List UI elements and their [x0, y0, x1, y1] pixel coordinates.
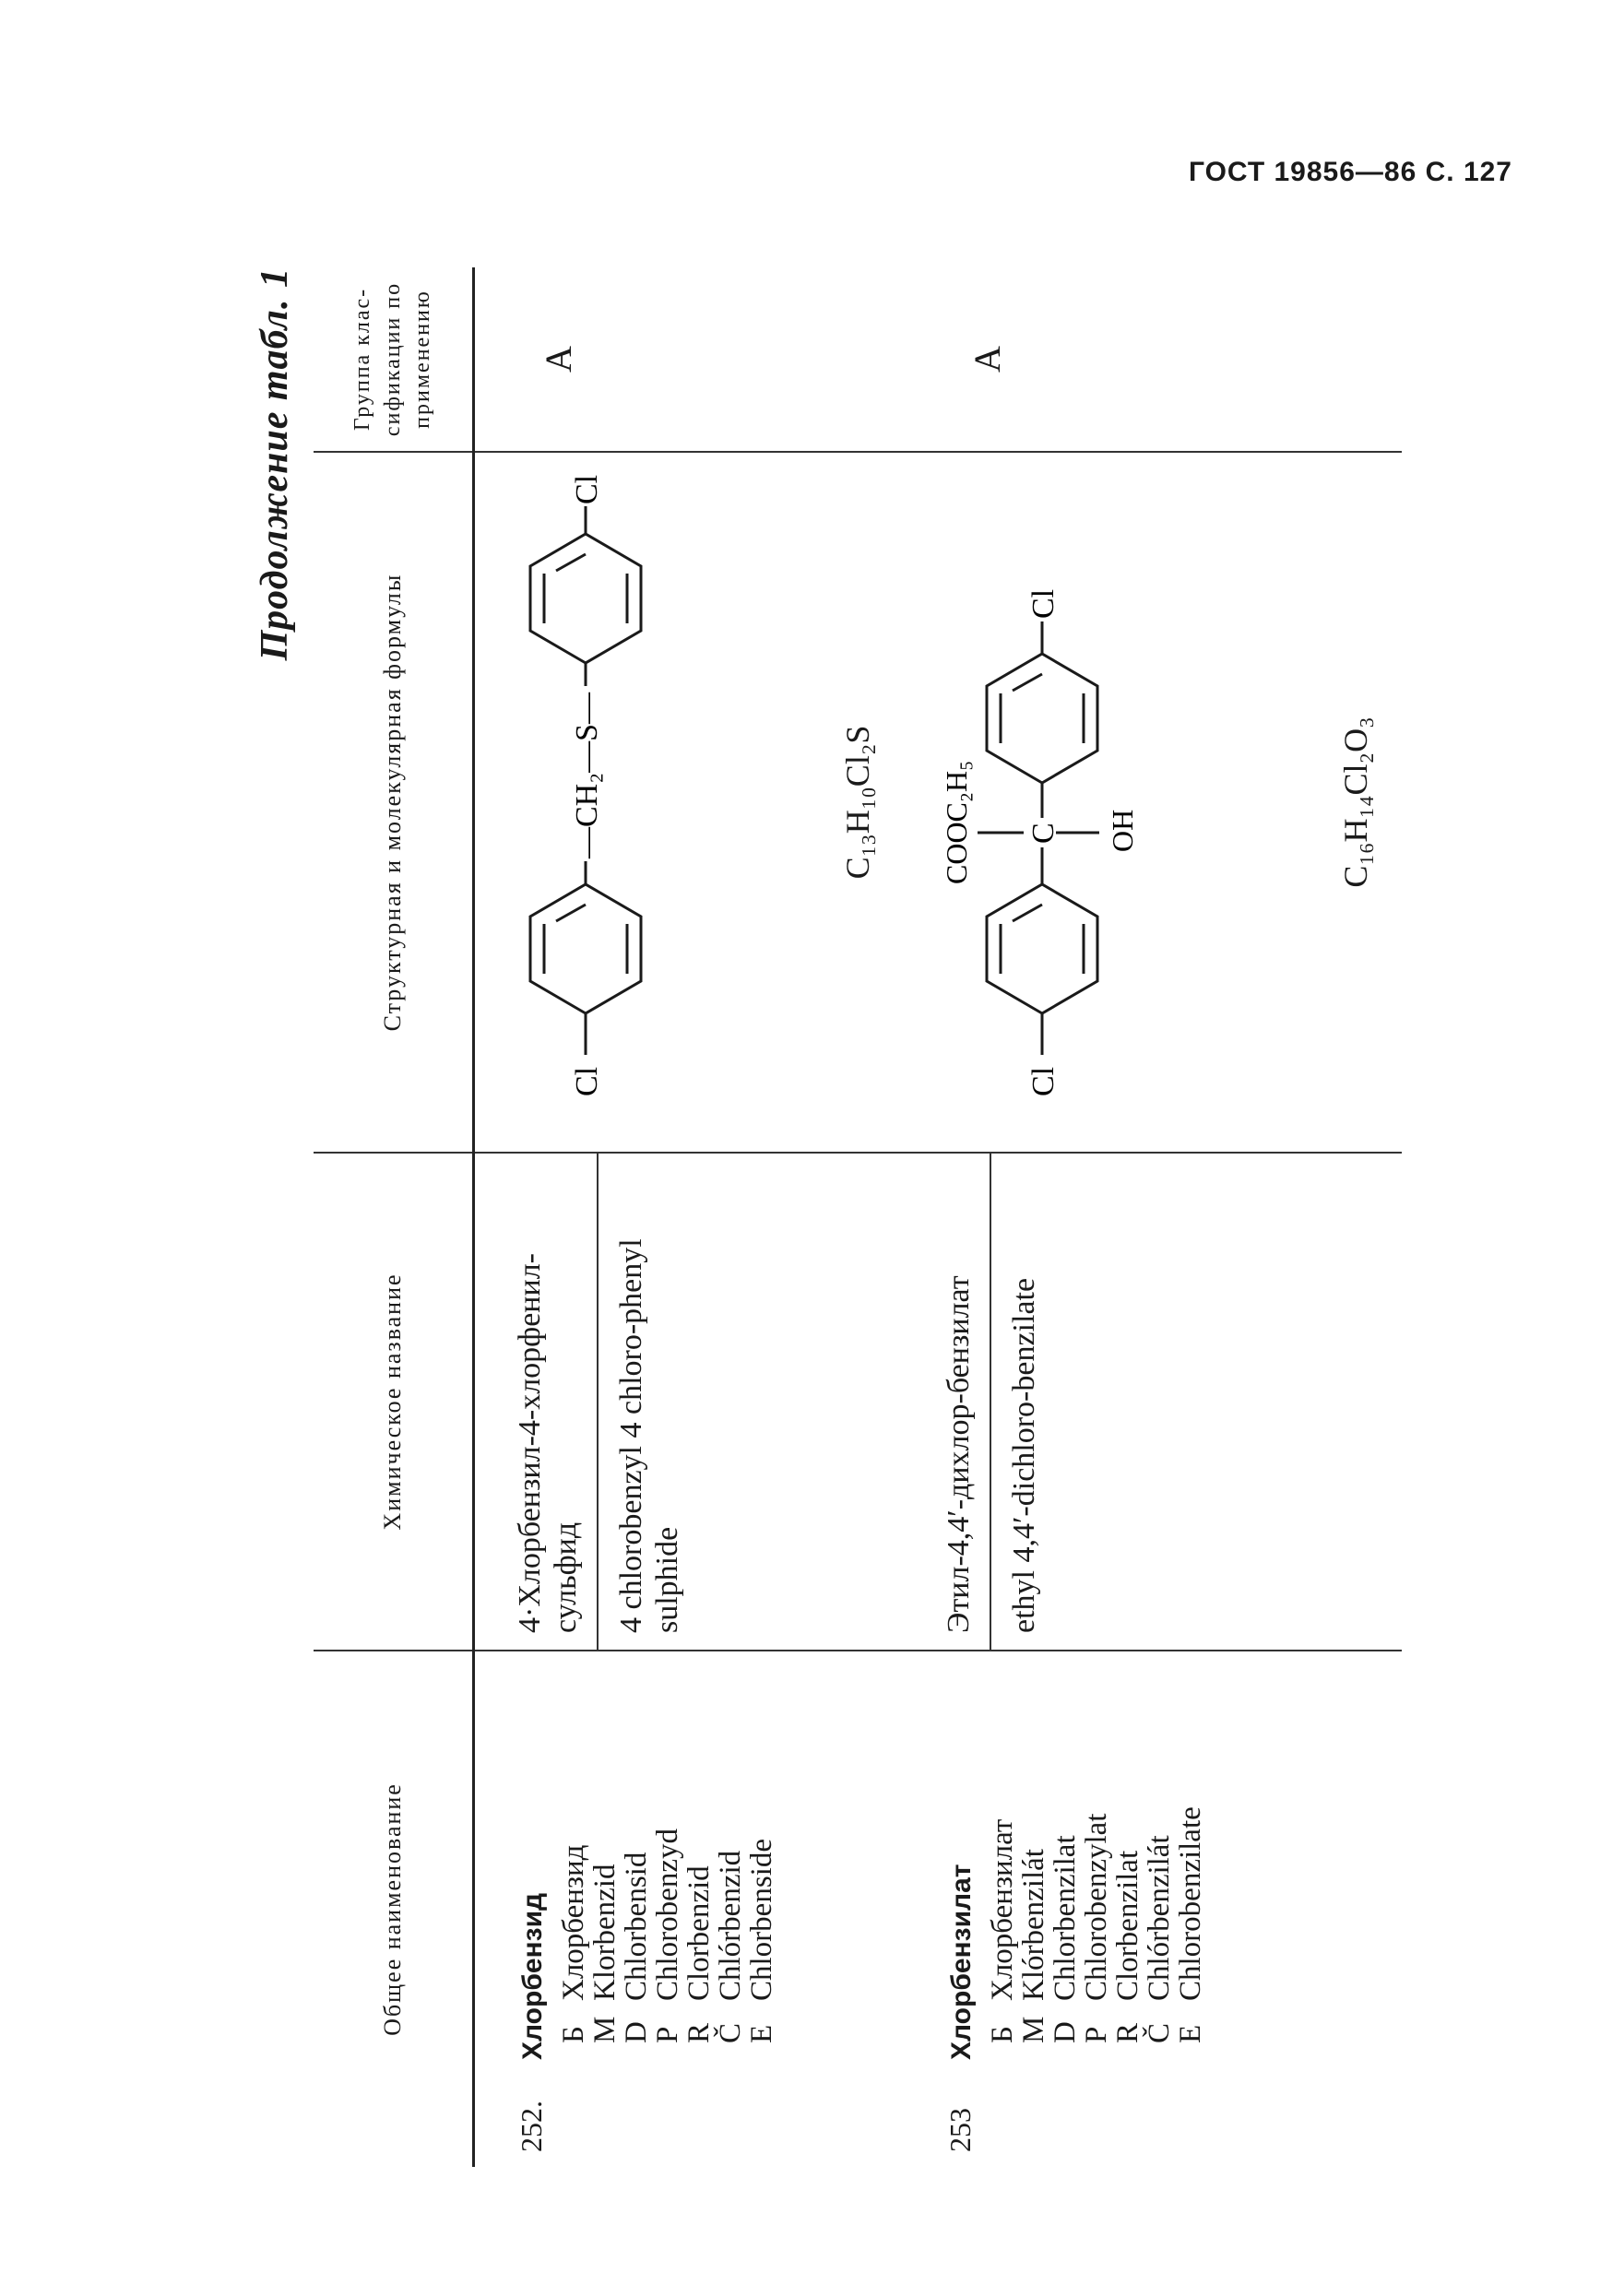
synonym-name: Chlórbenzid [713, 1850, 747, 2001]
chlorine-right-label: Cl [570, 474, 604, 504]
ester-group-label: COOC₂H₅ [940, 760, 973, 884]
hydroxyl-label: OH [1106, 809, 1139, 852]
rotated-table-block [254, 267, 1549, 2167]
structural-formula-diagram [475, 451, 696, 1152]
chemical-name-cell [474, 1153, 905, 1651]
synonym-code: М [1016, 2016, 1050, 2043]
structural-formula-diagram [904, 451, 1180, 1152]
synonym-code: Б [556, 2026, 590, 2043]
synonym-name: Clorbenzilat [1110, 1850, 1144, 2001]
synonym-name: Klorbenzid [587, 1864, 622, 2001]
synonym-name: Chlorobenzilate [1173, 1806, 1207, 2001]
synonym-code: E [1173, 2024, 1207, 2043]
col-header-formula: Структурная и молекулярная формулы [314, 452, 474, 1153]
synonym-name: Chlorbenside [744, 1839, 778, 2001]
synonym-code: Б [985, 2026, 1019, 2043]
table-row [474, 267, 905, 2167]
table-caption: Продолжение табл. 1 [254, 267, 296, 661]
chemical-name-en: ethyl 4,4′-dichloro-benzilate [990, 1154, 1057, 1650]
synonym-name: Chlorbenzilat [1048, 1835, 1082, 2001]
synonym-list [558, 1651, 777, 2043]
chemical-name-cell [904, 1153, 1402, 1651]
synonym-code: P [650, 2026, 684, 2043]
synonym-name: Chlorbensid [619, 1852, 653, 2001]
common-name-cell [904, 1651, 1402, 2167]
synonym-list [987, 1651, 1206, 2043]
synonym-name: Хлорбензид [556, 1844, 590, 2001]
synonym-code: P [1079, 2026, 1113, 2043]
formula-cell [904, 452, 1402, 1153]
table-row [904, 267, 1402, 2167]
col-header-group: Группа клас- сификации по применению [314, 267, 474, 452]
synonym-code: D [1048, 2021, 1082, 2043]
synonym-code: E [744, 2024, 778, 2043]
synonym-code: R [1110, 2022, 1144, 2043]
synonym-code: Č [713, 2022, 747, 2043]
synonym-name: Chlorobenzyd [650, 1829, 684, 2001]
chemical-name-ru: Этил-4,4′-дихлор-бензилат [942, 1275, 976, 1633]
group-cell: A [904, 267, 1402, 452]
formula-cell [474, 452, 905, 1153]
chlorine-left-label: Cl [570, 1066, 604, 1096]
chlorine-right-label: Cl [1026, 588, 1061, 619]
synonym-code: М [587, 2016, 622, 2043]
benzene-ring-left [530, 884, 641, 1013]
common-name-cell [474, 1651, 905, 2167]
group-cell: A [474, 267, 905, 452]
molecular-formula: C₁₃H₁₀Cl₂S [839, 725, 877, 880]
row-number: 253 [943, 2108, 977, 2152]
chlorine-left-label: Cl [1026, 1066, 1061, 1096]
synonym-name: Chlórbenzilát [1142, 1835, 1176, 2001]
classification-table [314, 267, 1402, 2167]
chemical-name-en: 4 chlorobenzyl 4 chloro-phenyl sulphide [597, 1154, 700, 1650]
synonym-name: Хлорбензилат [985, 1818, 1019, 2001]
synonym-code: R [682, 2022, 716, 2043]
col-header-chemical-name: Химическое название [314, 1153, 474, 1651]
synonym-name: Chlorobenzylat [1079, 1813, 1113, 2001]
table-header-row [314, 267, 474, 2167]
col-header-common-name: Общее наименование [314, 1651, 474, 2167]
synonym-code: Č [1142, 2022, 1176, 2043]
bridge-label: —CH₂—S— [570, 692, 604, 858]
benzene-ring-left [987, 884, 1097, 1013]
synonym-name: Klórbenzilát [1016, 1849, 1050, 2001]
synonym-code: D [619, 2021, 653, 2043]
synonym-name: Clorbenzid [682, 1865, 716, 2001]
common-name: Хлорбензилат [946, 1864, 977, 2060]
chemical-name-ru: 4·Хлорбензил-4-хлорфенил-сульфид [513, 1253, 584, 1633]
row-number: 252. [515, 2101, 548, 2152]
benzene-ring-right [987, 654, 1097, 783]
molecular-formula: C₁₆H₁₄Cl₂O₃ [1337, 716, 1375, 888]
common-name: Хлорбензид [517, 1892, 548, 2060]
page-header: ГОСТ 19856—86 С. 127 [1188, 157, 1512, 187]
central-carbon-label: C [1026, 823, 1061, 844]
benzene-ring-right [530, 534, 641, 663]
